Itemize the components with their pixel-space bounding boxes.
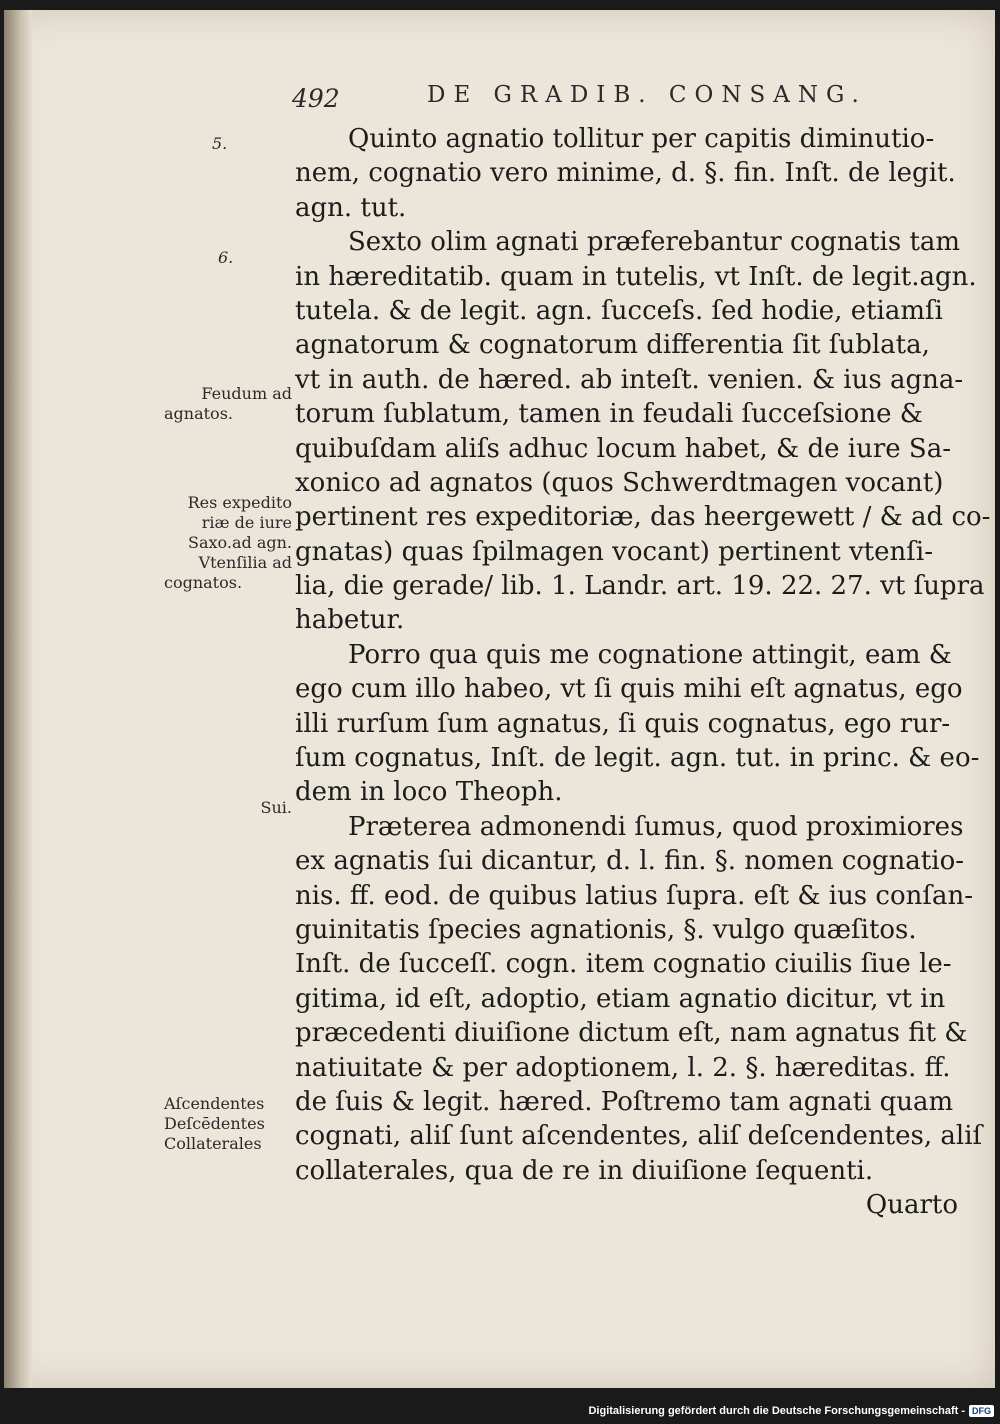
text-line: gnatas) quas ſpilmagen vocant) pertinent vtenſi- [295, 536, 933, 567]
margin-gloss-ascendentes [164, 1094, 292, 1154]
text-line: dem in loco Theoph. [295, 777, 563, 808]
text-line: ſum cognatus, Inſt. de legit. agn. tut. in princ. & eo- [295, 743, 980, 774]
text-line: Sexto olim agnati præferebantur cognatis tam [348, 227, 961, 258]
text-line: præcedenti diuiſione dictum eſt, nam agnatus fit & [295, 1018, 968, 1049]
digitization-credit [588, 1402, 994, 1420]
catchword: Quarto [865, 1190, 958, 1221]
gloss-line: riæ de iure [201, 513, 292, 532]
text-line: natiuitate & per adoptionem, l. 2. §. hæreditas. ff. [295, 1052, 951, 1083]
gloss-line: Vtenſilia ad [198, 553, 292, 572]
text-line: collaterales, qua de re in diuiſione ſequenti. [295, 1155, 874, 1186]
text-line: Quinto agnatio tollitur per capitis diminutio- [348, 124, 935, 154]
margin-gloss-feudum [164, 384, 292, 424]
text-line: agnatorum & cognatorum differentia ſit ſublata, [295, 330, 930, 361]
text-line: Inſt. de ſucceſſ. cogn. item cognatio ciuilis ſiue le- [295, 949, 952, 980]
gloss-line: agnatos. [164, 404, 233, 423]
gloss-line: Saxo.ad agn. [188, 533, 292, 552]
text-line: gitima, id eſt, adoptio, etiam agnatio dicitur, vt in [295, 983, 946, 1014]
margin-gloss-sui [164, 798, 292, 818]
gloss-line: Res expedito [187, 493, 292, 512]
text-line: torum ſublatum, tamen in feudali ſucceſsione & [295, 399, 923, 430]
page-gutter [4, 10, 32, 1388]
gloss-line: Collaterales [164, 1134, 262, 1153]
text-line: ex agnatis ſui dicantur, d. l. fin. §. nomen cognatio- [295, 846, 965, 877]
main-text-block [295, 122, 991, 1223]
gloss-line: Aſcendentes [164, 1094, 265, 1113]
text-line: xonico ad agnatos (quos Schwerdtmagen vocant) [295, 467, 944, 498]
dfg-logo: DFG [969, 1405, 994, 1417]
text-line: in hæreditatib. quam in tutelis, vt Inſt. de legit.agn. [295, 261, 977, 292]
gloss-line: Sui. [260, 798, 292, 817]
running-title: DE GRADIB. CONSANG. [427, 82, 867, 108]
text-line: tutela. & de legit. agn. ſucceſs. ſed hodie, etiamſi [295, 295, 943, 326]
text-line: agn. tut. [295, 192, 407, 223]
margin-gloss-res-expeditoriae [164, 493, 292, 593]
text-line: nis. ff. eod. de quibus latius ſupra. eſt & ius conſan- [295, 880, 974, 911]
gloss-line: cognatos. [164, 573, 243, 592]
page-header [292, 74, 912, 114]
book-page [4, 10, 995, 1388]
text-line: pertinent res expeditoriæ, das heergewett / & ad co- [295, 502, 991, 533]
text-line: Præterea admonendi ſumus, quod proximiores [348, 811, 964, 842]
gloss-line: Feudum ad [201, 384, 292, 403]
text-line: guinitatis ſpecies agnationis, §. vulgo quæſitos. [295, 914, 917, 945]
text-line: vt in auth. de hæred. ab inteſt. venien. & ius agna- [295, 364, 964, 395]
text-line: quibuſdam aliſs adhuc locum habet, & de iure Sa- [295, 433, 951, 464]
text-line: illi rurſum ſum agnatus, ſi quis cognatus, ego rur- [295, 708, 951, 739]
text-line: cognati, aliſ ſunt aſcendentes, aliſ deſcendentes, aliſ [295, 1121, 983, 1152]
margin-number-5: 5. [212, 134, 228, 153]
text-line: de ſuis & legit. hæred. Poſtremo tam agnati quam [295, 1086, 954, 1117]
page-number: 492 [292, 84, 340, 113]
text-line: ego cum illo habeo, vt ſi quis mihi eſt agnatus, ego [295, 674, 963, 705]
text-line: nem, cognatio vero minime, d. §. fin. Inſt. de legit. [295, 158, 956, 189]
margin-number-6: 6. [218, 248, 234, 267]
text-line: habetur. [295, 605, 405, 636]
text-line: Porro qua quis me cognatione attingit, eam & [348, 639, 952, 670]
gloss-line: Deſcēdentes [164, 1114, 265, 1133]
text-line: lia, die gerade/ lib. 1. Landr. art. 19. 22. 27. vt ſupra [295, 571, 985, 602]
credit-text: Digitalisierung gefördert durch die Deutsche Forschungsgemeinschaft - [588, 1405, 965, 1417]
